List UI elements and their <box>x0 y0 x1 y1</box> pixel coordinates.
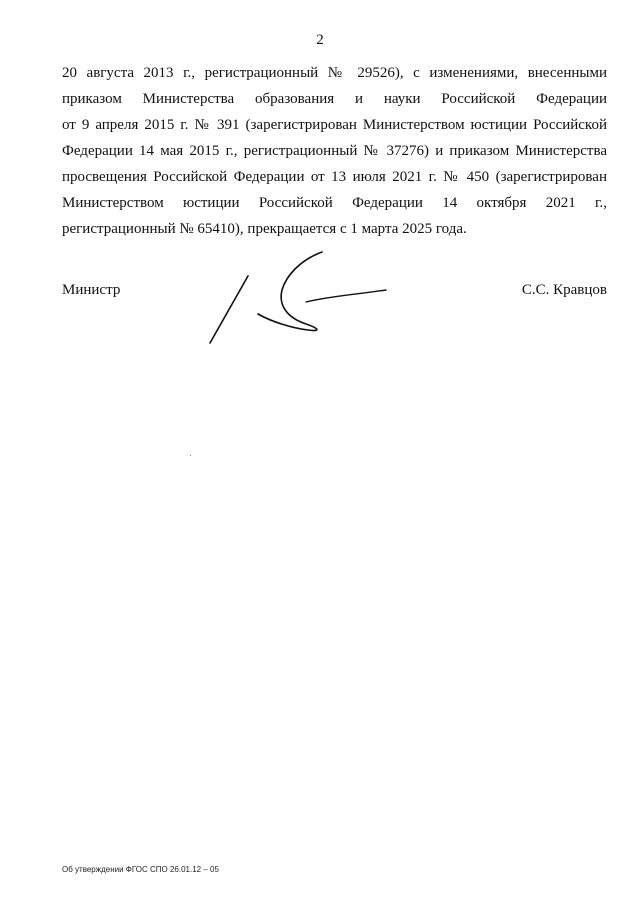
body-line: просвещения Российской Федерации от 13 июля 2021 г. № 450 (зарегистрирован <box>62 169 607 185</box>
signer-role: Министр <box>62 282 121 298</box>
signer-name: С.С. Кравцов <box>521 282 607 298</box>
scan-speck <box>190 455 191 456</box>
body-line: 20 августа 2013 г., регистрационный № 29526), с изменениями, внесенными <box>62 65 607 81</box>
body-line-last: регистрационный № 65410), прекращается с 1 марта 2025 года. <box>62 221 467 237</box>
body-line: Федерации 14 мая 2015 г., регистрационный № 37276) и приказом Министерства <box>62 143 607 159</box>
handwritten-signature <box>200 248 400 353</box>
body-line: Министерством юстиции Российской Федерации 14 октября 2021 г., <box>62 195 607 211</box>
body-line: от 9 апреля 2015 г. № 391 (зарегистрирован Министерством юстиции Российской <box>62 117 607 133</box>
body-paragraph <box>62 60 607 242</box>
document-footer: Об утверждении ФГОС СПО 26.01.12 – 05 <box>62 865 219 874</box>
body-line: приказом Министерства образования и науки Российской Федерации <box>62 91 607 107</box>
page-number: 2 <box>316 32 324 48</box>
